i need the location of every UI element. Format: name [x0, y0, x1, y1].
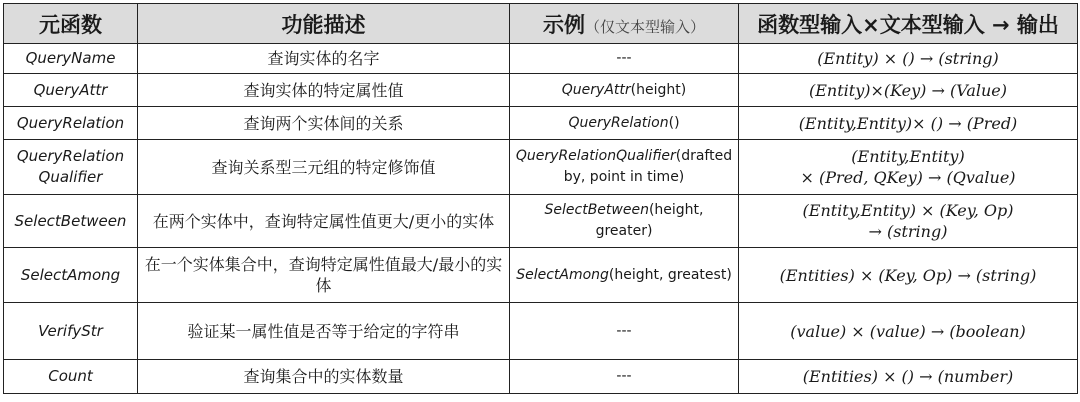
- signature-text: (Entity) × () → (string): [817, 49, 999, 68]
- function-signature: [739, 107, 1078, 140]
- example-args: (height, greatest): [608, 266, 732, 283]
- function-example: [510, 195, 739, 248]
- table-row: [4, 248, 1078, 303]
- table-row: [4, 107, 1078, 140]
- table-row: [4, 360, 1078, 394]
- example-function: QueryRelation: [568, 114, 669, 131]
- function-signature: [739, 248, 1078, 303]
- header-function: 元函数: [4, 4, 138, 44]
- function-signature: [739, 360, 1078, 394]
- header-description: 功能描述: [138, 4, 510, 44]
- function-example: ---: [510, 44, 739, 74]
- function-name: Count: [4, 360, 138, 394]
- signature-text: (Entity,Entity)× () → (Pred): [798, 113, 1018, 133]
- function-signature: [739, 74, 1078, 107]
- function-signature: [739, 195, 1078, 248]
- signature-line2: × (Pred, QKey) → (Qvalue): [800, 168, 1016, 187]
- signature-line1: (Entity,Entity): [851, 147, 965, 166]
- function-example: [510, 248, 739, 303]
- header-row: [4, 4, 1078, 44]
- function-name: VerifyStr: [4, 303, 138, 360]
- signature-text: (value) × (value) → (boolean): [790, 321, 1026, 341]
- example-args: (): [668, 114, 680, 131]
- function-description: 查询集合中的实体数量: [138, 360, 510, 394]
- header-example: [510, 4, 739, 44]
- example-function: QueryAttr: [561, 81, 631, 98]
- function-name: SelectBetween: [4, 195, 138, 248]
- function-name: [4, 140, 138, 195]
- table-row: [4, 44, 1078, 74]
- signature-text: (Entity)×(Key) → (Value): [809, 80, 1007, 100]
- function-example: [510, 140, 739, 195]
- function-description: 验证某一属性值是否等于给定的字符串: [138, 303, 510, 360]
- function-description: 查询实体的特定属性值: [138, 74, 510, 107]
- table-row: [4, 303, 1078, 360]
- function-name: QueryAttr: [4, 74, 138, 107]
- example-function: QueryRelationQualifier: [515, 148, 676, 164]
- example-args: (height): [630, 81, 687, 98]
- function-name-line2: Qualifier: [38, 168, 103, 186]
- function-example: [510, 74, 739, 107]
- function-name: QueryRelation: [4, 107, 138, 140]
- example-function: SelectBetween: [544, 202, 649, 218]
- function-name: QueryName: [4, 44, 138, 74]
- signature-text: (Entities) × () → (number): [802, 367, 1014, 386]
- function-signature: [739, 44, 1078, 74]
- function-description: 在一个实体集合中，查询特定属性值最大/最小的实体: [138, 248, 510, 303]
- signature-line2: → (string): [868, 222, 948, 241]
- function-description: 查询两个实体间的关系: [138, 107, 510, 140]
- example-function: SelectAmong: [516, 266, 609, 283]
- function-example: ---: [510, 303, 739, 360]
- signature-line1: (Entity,Entity) × (Key, Op): [802, 201, 1014, 220]
- function-name-line1: QueryRelation: [16, 147, 125, 165]
- header-signature: 函数型输入×文本型输入 → 输出: [739, 4, 1078, 44]
- table-row: [4, 195, 1078, 248]
- function-signature: [739, 140, 1078, 195]
- function-description: 查询实体的名字: [138, 44, 510, 74]
- signature-text: (Entities) × (Key, Op) → (string): [779, 265, 1037, 285]
- table-row: [4, 140, 1078, 195]
- example-args: (height, greater): [595, 202, 704, 239]
- header-example-main: 示例: [542, 12, 585, 37]
- function-signature: [739, 303, 1078, 360]
- function-example: ---: [510, 360, 739, 394]
- function-description: 查询关系型三元组的特定修饰值: [138, 140, 510, 195]
- meta-function-table-container: [3, 3, 1078, 394]
- header-example-note: （仅文本型输入）: [584, 17, 705, 36]
- meta-function-table: [3, 3, 1078, 394]
- table-row: [4, 74, 1078, 107]
- function-name: SelectAmong: [4, 248, 138, 303]
- function-description: 在两个实体中，查询特定属性值更大/更小的实体: [138, 195, 510, 248]
- function-example: [510, 107, 739, 140]
- example-args: (drafted by, point in time): [563, 148, 733, 185]
